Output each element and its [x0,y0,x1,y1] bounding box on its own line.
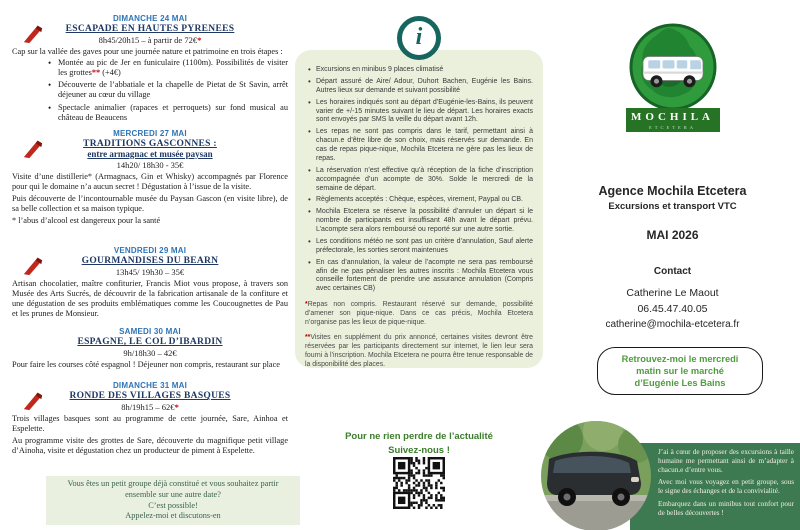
group-offer-line: Appelez-moi et discutons-en [125,511,221,521]
conditions-box [295,50,543,368]
excursion-step [48,103,288,123]
conditions-column [293,0,545,530]
info-icon-glyph: i [415,24,423,50]
follow-us-text [293,430,545,458]
excursion-schedule [12,267,288,277]
excursion-title: GOURMANDISES DU BEARN [81,256,219,266]
price-asterisk: * [174,402,179,412]
brochure-month: MAI 2026 [646,228,699,242]
price-asterisk: * [197,35,202,45]
agency-tagline: Excursions et transport VTC [608,201,737,212]
excursion-schedule [12,160,288,170]
excursion-title: ESCAPADE EN HAUTES PYRENEES [65,24,235,34]
pitch-paragraph: J’ai à cœur de proposer des excursions à taille humaine me permettant ainsi de m’adapter à chacun.e d’entre vous. [658,448,794,474]
excursion-schedule [12,402,288,412]
footnote-asterisk: ** [305,334,311,342]
excursion-intro: Cap sur la vallée des gaves pour une journée nature et patrimoine en trois étapes : [12,47,283,56]
excursion-section-dimanche-31 [12,381,288,458]
logo-subname: ETCETERA [649,125,696,130]
market-note-line: d’Eugénie Les Bains [634,378,726,389]
market-note-line: matin sur le marché [636,366,724,377]
footnote-visits [305,334,533,368]
condition-item: • Les conditions météo ne sont pas un critère d’annulation, Sauf alerte préfectorale, les sorties seront maintenues [307,238,533,256]
agency-name: Agence Mochila Etcetera [598,184,747,198]
footnote-asterisk: * [305,301,308,309]
condition-item: • Départ assuré de Aire/ Adour, Duhort Bachen, Eugénie les Bains. Autres lieux sur demande et suivant possibilité [307,78,533,96]
market-presence-box [597,347,763,395]
description-paragraph: Pour faire les courses côté espagnol ! Déjeuner non compris, restaurant sur place [12,360,280,369]
group-offer-line: Vous êtes un petit groupe déjà constitué et vous souhaitez partir ensemble sur une autre date? [67,479,279,499]
description-paragraph: Artisan chocolatier, maître confiturier, Francis Miot vous propose, à travers son Musée des Arts Sucrés, de découvrir de la fabrication artisanale de la confiture et une dégustation de ses produits emblématiques comme les Coucougnettes de Pau et les prunes de Monsieur. [12,279,288,319]
excursion-subtitle: entre armagnac et musée paysan [87,149,213,159]
minibus-photo-image [541,421,651,530]
excursion-description [12,279,288,319]
excursion-date: VENDREDI 29 MAI [113,246,187,255]
footnote-text: Repas non compris. Restaurant réservé sur demande, possibilité d’amener son pique-nique. Dans ce cas précis, Mochila Etcetera n’organise pas les lieux de pique-nique. [305,301,533,327]
footnote-text: Visites en supplément du prix annoncé, certaines visites devront être réservées par les participants directement sur internet, le lien leur sera fourni à l’inscription. Mochila Etcetera ne pourra être tenue responsable de la disponibilité des places. [305,334,533,368]
excursion-title: TRADITIONS GASCONNES : [83,139,217,149]
schedule-text: 8h45/20h15 – à partir de 72€ [98,35,198,45]
pitch-paragraph: Embarquez dans un minibus tout confort pour de belles découvertes ! [658,499,794,517]
minibus-photo [541,421,651,530]
excursion-date: SAMEDI 30 MAI [119,327,181,336]
excursion-description [12,414,288,456]
schedule-text: 9h/18h30 – 42€ [123,348,177,358]
private-group-offer-box [46,476,300,525]
excursion-date: MERCREDI 27 MAI [113,129,187,138]
condition-item: • Excursions en minibus 9 places climatisé [307,66,533,75]
schedule-text: 8h/19h15 – 62€ [121,402,175,412]
excursion-description [12,172,288,227]
schedule-text: 13h45/ 19h30 – 35€ [115,267,185,277]
follow-line-1: Pour ne rien perdre de l’actualité [345,431,493,442]
excursion-title: RONDE DES VILLAGES BASQUES [69,391,231,401]
description-paragraph: Trois villages basques sont au programme de cette journée, Sare, Ainhoa et Espelette. [12,414,288,434]
info-icon [397,16,441,60]
group-offer-line: C’est possible! [148,500,198,510]
qr-code [393,457,445,509]
agency-column [545,0,800,530]
description-paragraph: Au programme visite des grottes de Sare, découverte du magnifique petit village d’Ainoha, visite et dégustation chez un producteur de piment à Espelette. [12,436,288,456]
excursion-steps-list [12,58,288,123]
footnote-meals [305,301,533,328]
excursion-date: DIMANCHE 24 MAI [112,14,188,23]
excursion-section-vendredi-29 [12,246,288,321]
condition-item: • En cas d’annulation, la valeur de l’acompte ne sera pas remboursé afin de ne pas pénaliser les autres inscrits : Mochila Etcetera vous conseille fortement de prendre une assurance annulation (Compris avec certaines CB) [307,259,533,295]
excursion-section-dimanche-24 [12,14,288,125]
step-text: Découverte de l’abbatiale et la chapelle de Pietat de St Savin, arrêt déjeuner au cœur du village [58,80,288,100]
excursion-schedule-column [12,0,288,530]
schedule-text: 14h20/ 18h30 - 35€ [116,160,184,170]
step-asterisk: ** [91,68,101,78]
step-text-suffix: (+4€) [100,68,121,78]
condition-item: • Les repas ne sont pas compris dans le tarif, permettant ainsi à chacun.e d’être libre de son choix, mais réservés sur demande. En cas de repas pique-nique, Mochila Etcetera ne gère pas les lieux de repas. [307,128,533,164]
excursion-section-samedi-30 [12,327,288,372]
contact-phone: 06.45.47.40.05 [637,303,708,315]
logo-name: MOCHILA [631,111,714,123]
step-text: Spectacle animalier (rapaces et perroquets) sur fond musical au château de Beaucens [58,102,288,122]
step-text: Montée au pic de Jer en funiculaire (1100m). Possibilités de visiter les grottes [58,58,288,78]
excursion-schedule [12,348,288,358]
contact-email: catherine@mochila-etcetera.fr [605,319,740,330]
mochila-logo-wordmark [626,108,720,132]
follow-line-2: Suivez-nous ! [388,444,450,456]
qr-code-image [393,457,445,509]
red-swoosh-icon [22,137,44,159]
red-swoosh-icon [22,22,44,44]
mochila-logo-globe-van-icon [628,22,718,112]
red-swoosh-icon [22,254,44,276]
conditions-list [305,66,533,294]
market-note-line: Retrouvez-moi le mercredi [621,354,739,364]
excursion-step [48,58,288,78]
condition-item: • Mochila Etcetera se réserve la possibilité d’annuler un départ si le nombre de participants est insuffisant 48h avant le départ prévu. L’acompte sera alors remboursé ou reporté sur une autre sortie. [307,208,533,235]
footnotes [305,301,533,368]
excursion-schedule [12,35,288,45]
excursion-section-mercredi-27 [12,129,288,229]
alcohol-warning-note: * l’abus d’alcool est dangereux pour la santé [12,216,161,226]
contact-heading: Contact [653,266,692,277]
red-swoosh-icon [22,389,44,411]
condition-item: • Les horaires indiqués sont au départ d’Eugénie-les-Bains, ils peuvent varier de +/-15 minutes suivant le lieu de départ. Les horaires exacts sont envoyés par SMS la veille du départ avant 12h. [307,99,533,126]
contact-name: Catherine Le Maout [626,287,719,299]
pitch-paragraph: Avec moi vous voyagez en petit groupe, sous le signe des échanges et de la convivialité. [658,478,794,496]
condition-item: • Règlements acceptés : Chèque, espèces, virement, Paypal ou CB. [307,196,533,205]
excursion-date: DIMANCHE 31 MAI [112,381,188,390]
excursion-title: ESPAGNE, LE COL D’IBARDIN [77,337,223,347]
description-paragraph: Puis découverte de l’incontournable musée du Paysan Gascon (en visite libre), de sa belle collection et sa maison typique. [12,194,288,214]
agency-pitch-panel [630,443,800,530]
excursion-description [12,360,288,370]
description-paragraph: Visite d’une distillerie* (Armagnacs, Gin et Whisky) accompagnés par Florence pour qui le domaine n’a aucun secret ! Dégustation à l’issue de la visite. [12,172,288,192]
condition-item: • La réservation n’est effective qu’à réception de la fiche d’inscription accompagnée d’un acompte de 30%. Solde le mercredi de la semaine de départ. [307,167,533,194]
excursion-step [48,80,288,100]
